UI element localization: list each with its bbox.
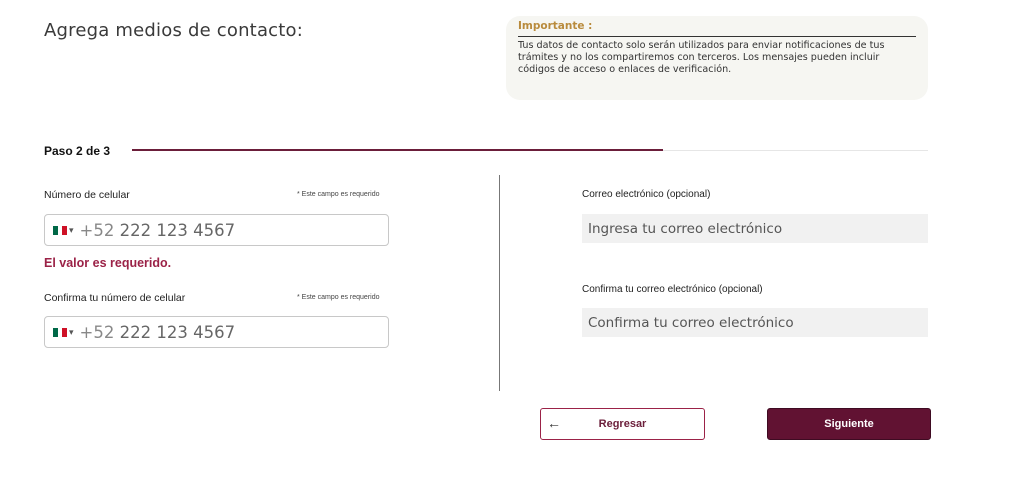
- progress-fill: [132, 149, 663, 151]
- phone-error: El valor es requerido.: [44, 256, 172, 270]
- column-divider: [499, 175, 500, 391]
- progress-track: [132, 150, 928, 151]
- back-button-label: Regresar: [598, 418, 647, 430]
- phone-confirm-placeholder: +52 222 123 4567: [79, 322, 236, 342]
- chevron-down-icon[interactable]: ▾: [69, 224, 74, 235]
- notice-heading: Importante :: [518, 20, 916, 37]
- phone-required-note: * Este campo es requerido: [297, 191, 380, 198]
- email-label: Correo electrónico (opcional): [582, 189, 711, 200]
- phone-confirm-label: Confirma tu número de celular: [44, 292, 186, 304]
- page-title: Agrega medios de contacto:: [44, 20, 304, 41]
- email-confirm-field[interactable]: [582, 308, 928, 337]
- phone-input[interactable]: [44, 214, 389, 246]
- next-button-label: Siguiente: [824, 418, 874, 430]
- arrow-left-icon: ←: [547, 415, 561, 431]
- step-indicator: Paso 2 de 3: [44, 144, 111, 158]
- mexico-flag-icon[interactable]: [53, 226, 67, 235]
- mexico-flag-icon[interactable]: [53, 328, 67, 337]
- back-button[interactable]: [540, 408, 705, 440]
- important-notice: [506, 16, 928, 100]
- email-confirm-label: Confirma tu correo electrónico (opcional): [582, 284, 763, 295]
- next-button[interactable]: [767, 408, 931, 440]
- phone-confirm-input[interactable]: [44, 316, 389, 348]
- notice-body: Tus datos de contacto solo serán utilizados para enviar notificaciones de tus trámites y no los compartiremos con terceros. Los mensajes pueden incluir códigos de acceso o enlaces de verificación.: [518, 40, 885, 75]
- phone-placeholder: +52 222 123 4567: [79, 220, 236, 240]
- chevron-down-icon[interactable]: ▾: [69, 326, 74, 337]
- phone-label: Número de celular: [44, 189, 130, 201]
- email-field[interactable]: [582, 214, 928, 243]
- phone-confirm-required-note: * Este campo es requerido: [297, 294, 380, 301]
